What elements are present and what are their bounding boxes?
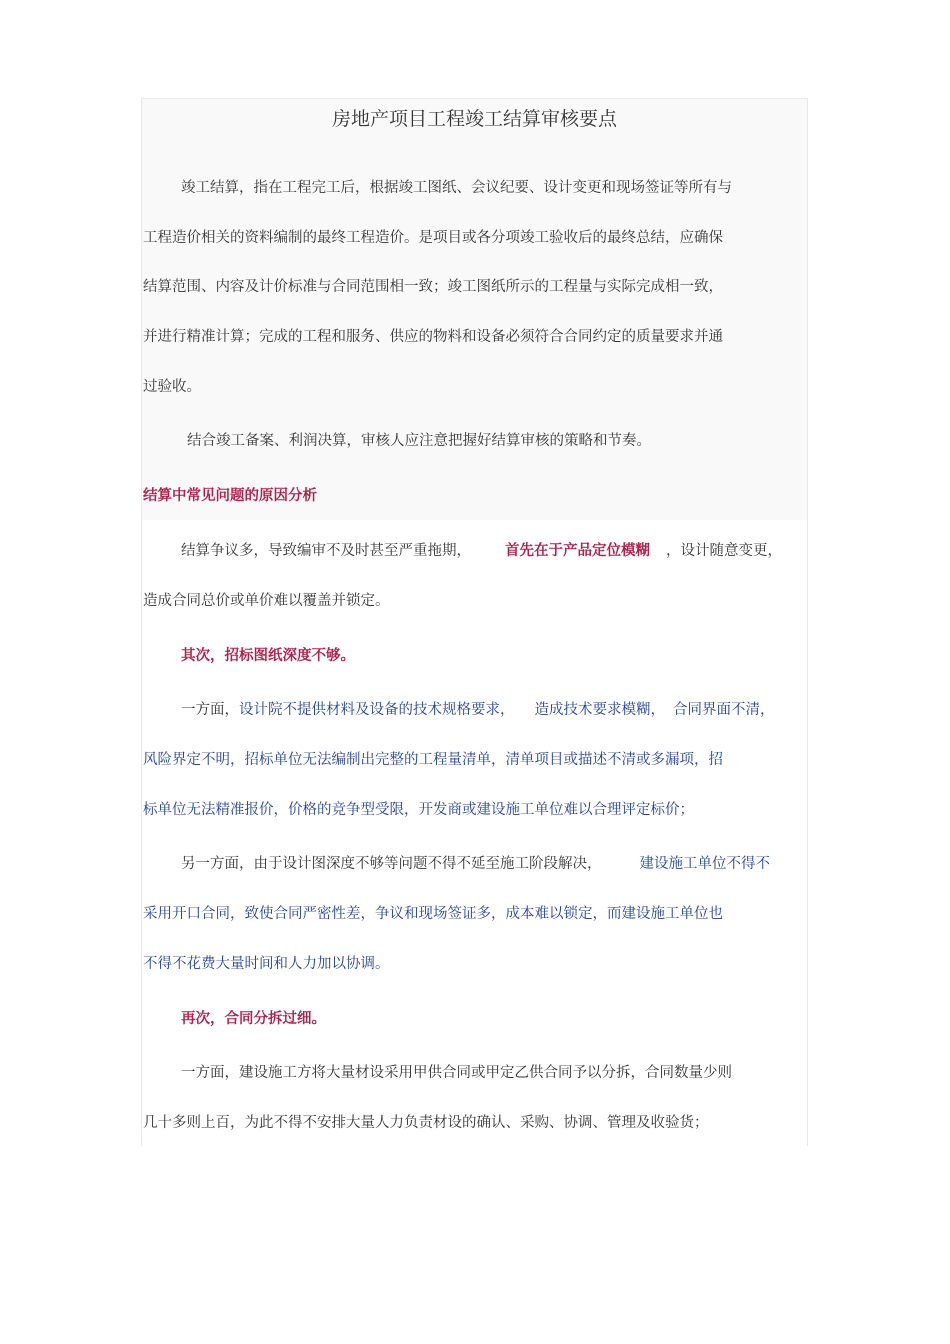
section-heading-causes: 结算中常见问题的原因分析 — [143, 488, 317, 504]
subheading-contract-split: 再次，合同分拆过细。 — [181, 1011, 326, 1027]
document-title: 房地产项目工程竣工结算审核要点 — [331, 108, 617, 130]
subheading-drawing-depth: 其次，招标图纸深度不够。 — [181, 648, 355, 664]
paragraph-intro-line-5: 过验收。 — [143, 379, 201, 395]
paragraph-strategy: 结合竣工备案、利润决算，审核人应注意把握好结算审核的策略和节奏。 — [187, 433, 651, 449]
paragraph-contract-line-2: 几十多则上百，为此不得不安排大量人力负责材设的确认、采购、协调、管理及收验货； — [143, 1115, 709, 1131]
paragraph-other-side-line-1: 另一方面，由于设计图深度不够等问题不得不延至施工阶段解决， 建设施工单位不得不 — [181, 856, 770, 872]
paragraph-intro-line-2: 工程造价相关的资料编制的最终工程造价。是项目或各分项竣工验收后的最终总结，应确保 — [143, 230, 723, 246]
paragraph-intro-line-1: 竣工结算，指在工程完工后，根据竣工图纸、会议纪要、设计变更和现场签证等所有与 — [181, 180, 732, 196]
paragraph-intro-line-4: 并进行精准计算；完成的工程和服务、供应的物料和设备必须符合合同约定的质量要求并通 — [143, 329, 723, 345]
paragraph-intro-line-3: 结算范围、内容及计价标准与合同范围相一致；竣工图纸所示的工程量与实际完成相一致， — [143, 279, 723, 295]
paragraph-other-side-line-2: 采用开口合同，致使合同严密性差，争议和现场签证多，成本难以锁定，而建设施工单位也 — [143, 906, 723, 922]
paragraph-dispute-line-1: 结算争议多，导致编审不及时甚至严重拖期， 首先在于产品定位模糊 ，设计随意变更， — [181, 543, 782, 559]
document-page — [141, 98, 808, 1146]
paragraph-contract-line-1: 一方面，建设施工方将大量材设采用甲供合同或甲定乙供合同予以分拆，合同数量少则 — [181, 1065, 732, 1081]
emphasis-product-positioning: 首先在于产品定位模糊 — [505, 543, 650, 559]
paragraph-design-line-2: 风险界定不明，招标单位无法编制出完整的工程量清单，清单项目或描述不清或多漏项，招 — [143, 752, 723, 768]
paragraph-design-line-3: 标单位无法精准报价，价格的竞争型受限，开发商或建设施工单位难以合理评定标价； — [143, 802, 694, 818]
paragraph-dispute-line-2: 造成合同总价或单价难以覆盖并锁定。 — [143, 593, 390, 609]
paragraph-other-side-line-3: 不得不花费大量时间和人力加以协调。 — [143, 956, 390, 972]
paragraph-design-line-1: 一方面，设计院不提供材料及设备的技术规格要求， 造成技术要求模糊， 合同界面不清， — [181, 702, 775, 718]
